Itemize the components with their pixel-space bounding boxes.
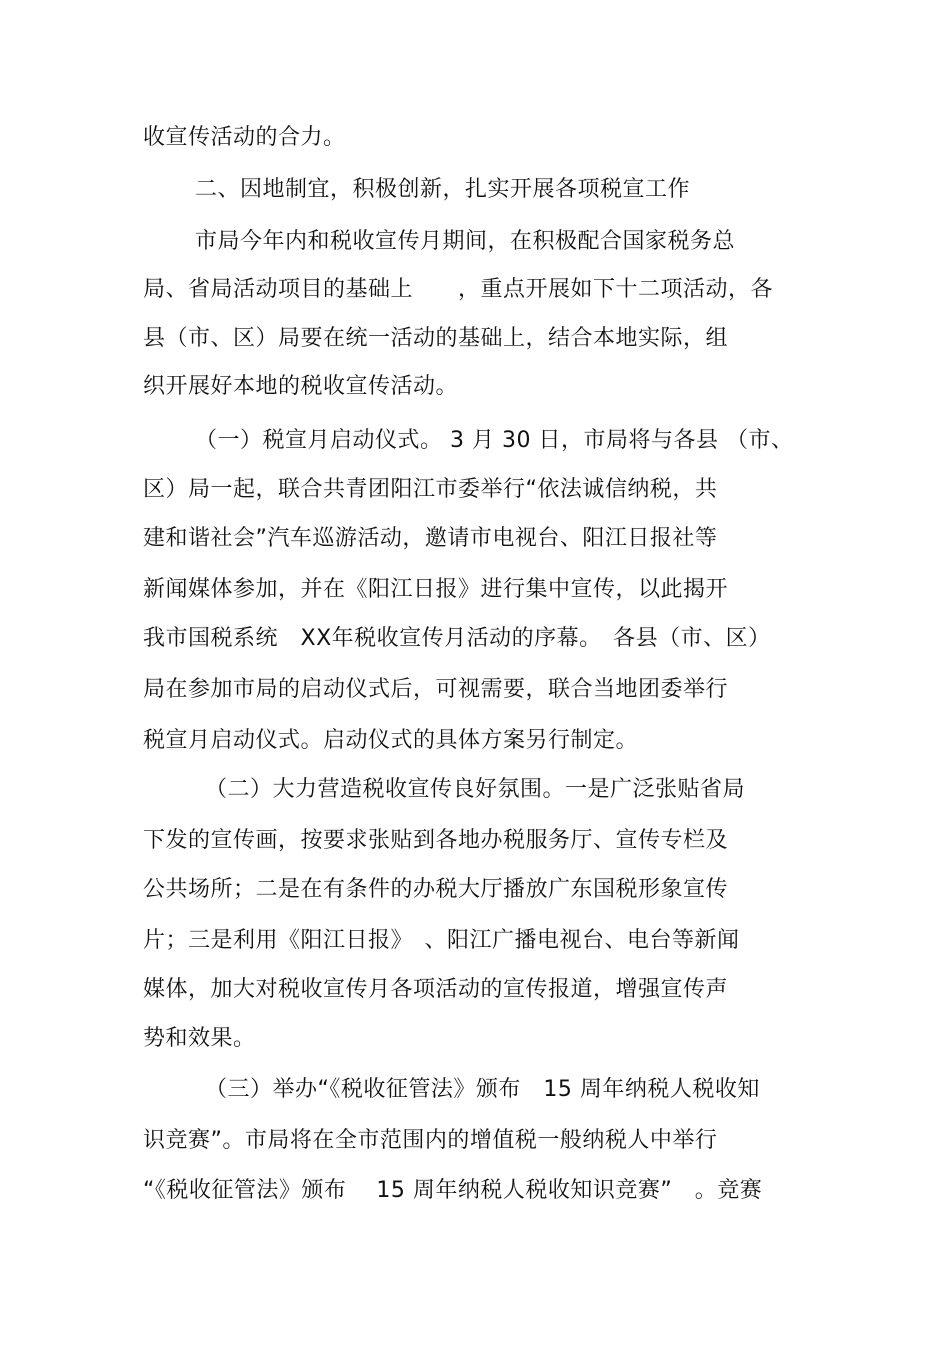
text-line: “《税收征管法》颁布 15 周年纳税人税收知识竞赛” 。竞赛 xyxy=(143,1178,763,1203)
text-line: 媒体，加大对税收宣传月各项活动的宣传报道，增强宣传声 xyxy=(143,977,729,1002)
text-line: （二）大力营造税收宣传良好氛围。一是广泛张贴省局 xyxy=(205,777,746,802)
text-line: 税宣月启动仪式。启动仪式的具体方案另行制定。 xyxy=(143,728,639,753)
text-line: （一）税宣月启动仪式。 3 月 30 日，市局将与各县 （市、 xyxy=(195,428,794,453)
text-line: 下发的宣传画，按要求张贴到各地办税服务厅、宣传专栏及 xyxy=(143,828,729,853)
text-line: 市局今年内和税收宣传月期间，在积极配合国家税务总 xyxy=(195,229,736,254)
text-line: 收宣传活动的合力。 xyxy=(143,125,346,150)
text-line: 势和效果。 xyxy=(143,1026,256,1051)
text-line: 县（市、区）局要在统一活动的基础上，结合本地实际，组 xyxy=(143,326,729,351)
section-heading: 二、因地制宜，积极创新，扎实开展各项税宣工作 xyxy=(195,177,691,202)
text-line: 建和谐社会”汽车巡游活动，邀请市电视台、阳江日报社等 xyxy=(143,526,718,551)
text-line: 我市国税系统 XX年税收宣传月活动的序幕。 各县（市、区） xyxy=(143,626,771,651)
text-line: 识竞赛”。市局将在全市范围内的增值税一般纳税人中举行 xyxy=(143,1128,718,1153)
text-line: 局在参加市局的启动仪式后，可视需要，联合当地团委举行 xyxy=(143,677,729,702)
text-line: 织开展好本地的税收宣传活动。 xyxy=(143,374,459,399)
text-line: 公共场所；二是在有条件的办税大厅播放广东国税形象宣传 xyxy=(143,877,729,902)
text-line: （三）举办“《税收征管法》颁布 15 周年纳税人税收知 xyxy=(205,1077,760,1102)
text-line: 新闻媒体参加，并在《阳江日报》进行集中宣传，以此揭开 xyxy=(143,577,729,602)
text-line: 片；三是利用《阳江日报》 、阳江广播电视台、电台等新闻 xyxy=(143,928,740,953)
text-line: 区）局一起，联合共青团阳江市委举行“依法诚信纳税，共 xyxy=(143,477,718,502)
text-line: 局、省局活动项目的基础上 ，重点开展如下十二项活动，各 xyxy=(143,277,774,302)
